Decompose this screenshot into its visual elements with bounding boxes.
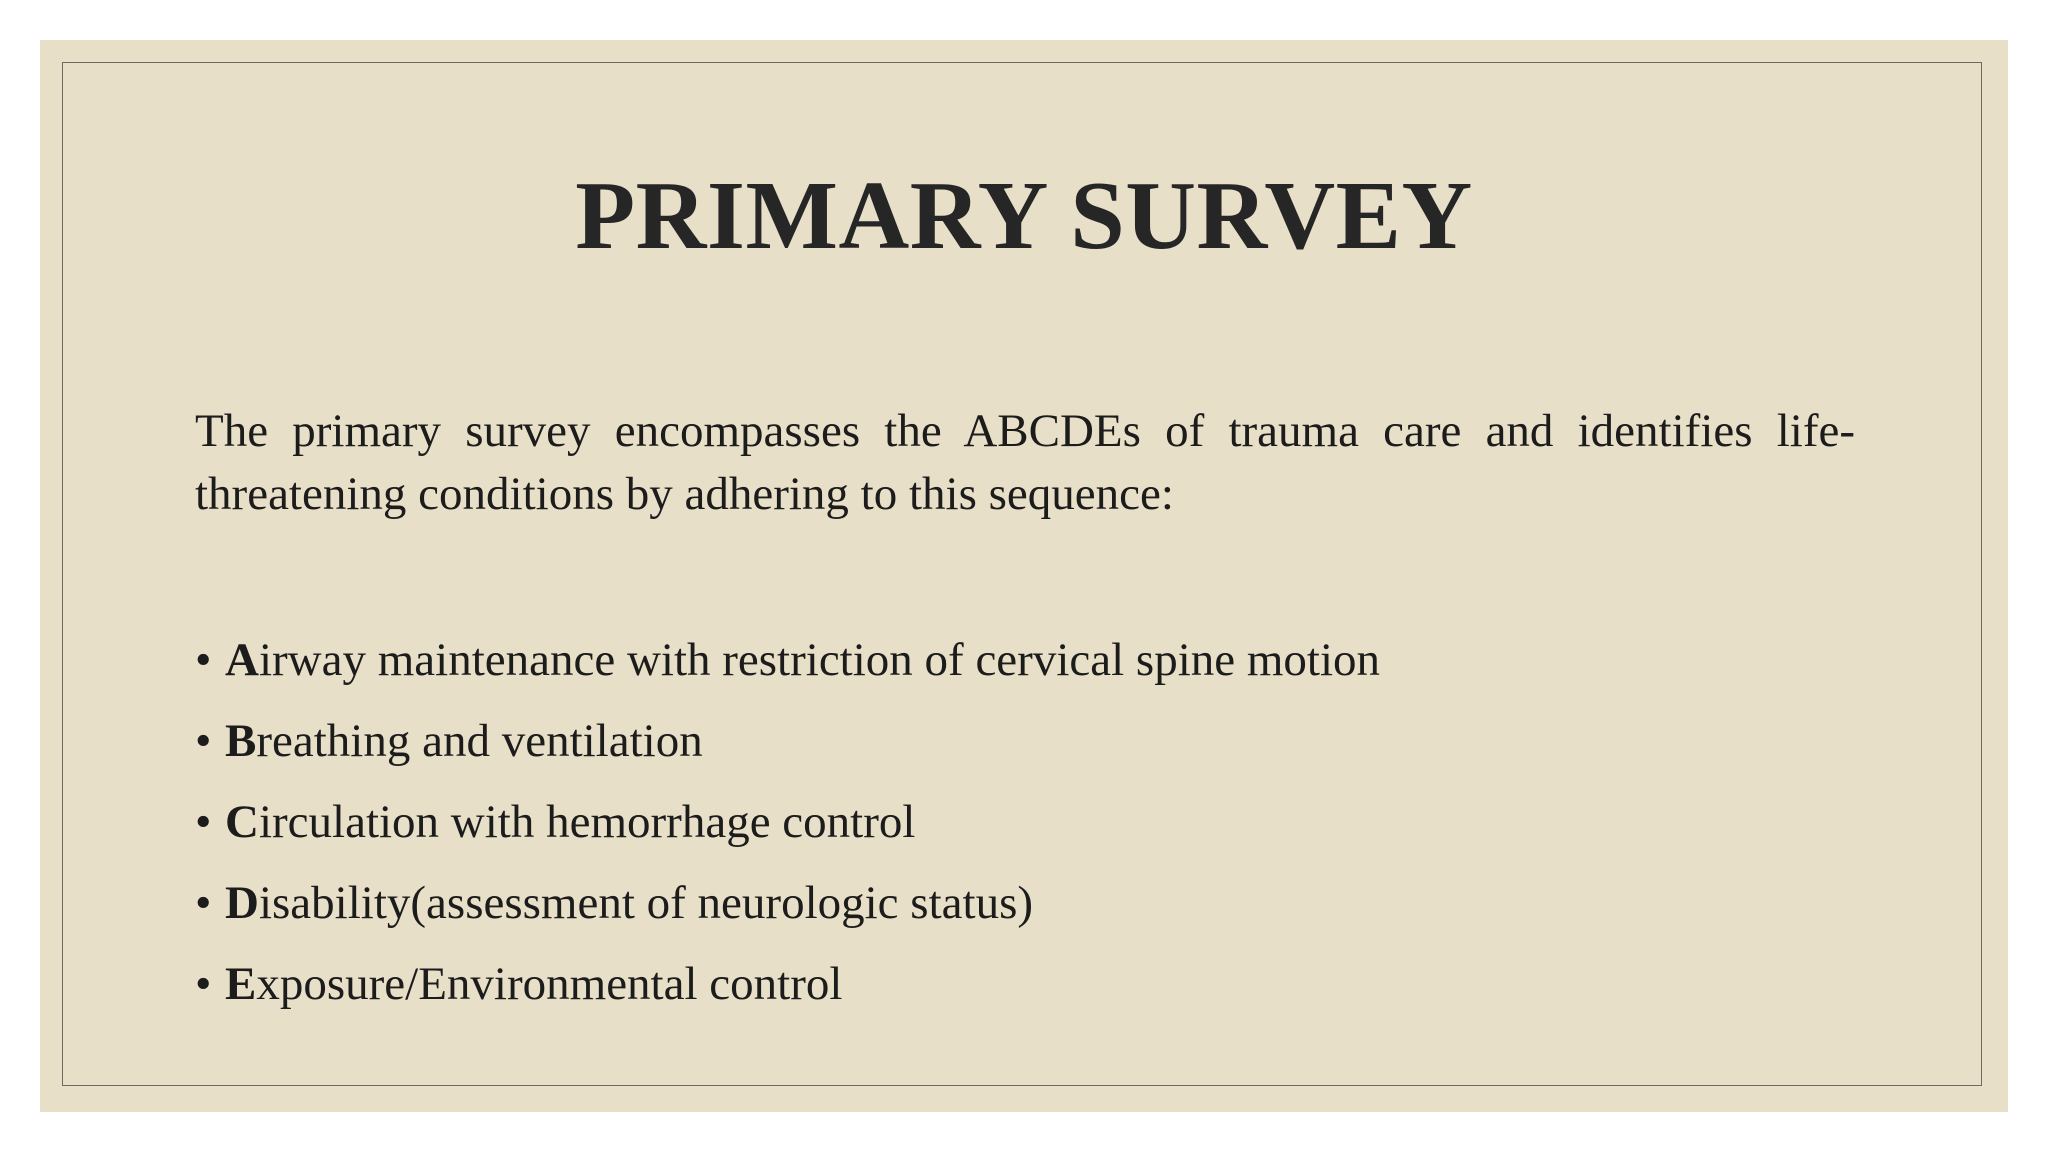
intro-paragraph: The primary survey encompasses the ABCDEs of trauma care and identifies life-threatening conditions by adhering to this sequence: <box>195 405 1855 520</box>
bullet-icon: • <box>195 634 212 686</box>
item-text: irculation with hemorrhage control <box>258 796 916 848</box>
bullet-icon: • <box>195 715 212 767</box>
item-letter: A <box>225 634 259 686</box>
item-text: isability(assessment of neurologic status) <box>258 877 1034 929</box>
bullet-icon: • <box>195 877 212 929</box>
item-letter: C <box>225 796 259 848</box>
list-item-circulation <box>195 782 1895 863</box>
item-letter: D <box>225 877 259 929</box>
list-item-disability <box>195 863 1895 944</box>
bullet-icon: • <box>195 958 212 1010</box>
item-letter: E <box>225 958 257 1010</box>
item-text: irway maintenance with restriction of cervical spine motion <box>258 634 1381 686</box>
bullet-icon: • <box>195 796 212 848</box>
slide-title: PRIMARY SURVEY <box>575 162 1473 270</box>
list-item-exposure <box>195 944 1895 1025</box>
item-letter: B <box>225 715 257 767</box>
item-text: reathing and ventilation <box>256 715 703 767</box>
list-item-breathing <box>195 701 1895 782</box>
abcde-list <box>195 620 1895 1025</box>
slide <box>40 40 2008 1112</box>
list-item-airway <box>195 620 1895 701</box>
item-text: xposure/Environmental control <box>256 958 843 1010</box>
